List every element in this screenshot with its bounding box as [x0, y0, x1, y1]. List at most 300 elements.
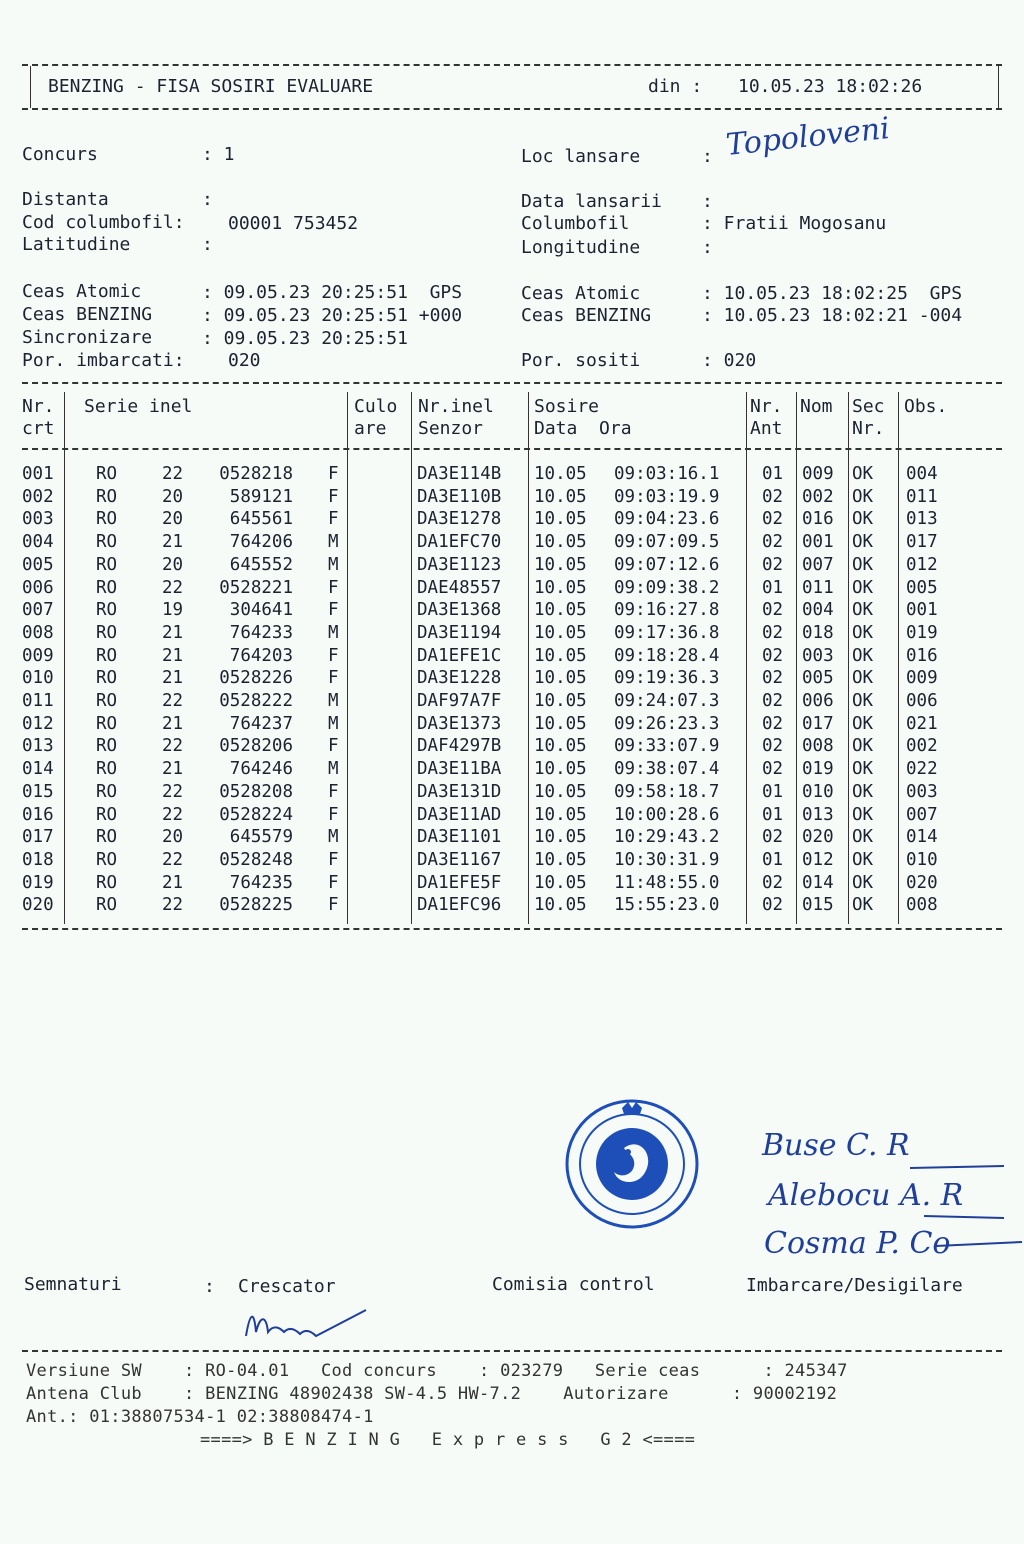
cell-nr: 010 — [22, 668, 54, 689]
table-row — [0, 668, 1024, 690]
cell-nr: 020 — [22, 895, 54, 916]
cell-nr: 012 — [22, 713, 54, 734]
cell-nom: 015 — [802, 895, 834, 916]
cell-inel: 645579 — [229, 827, 293, 848]
header-sosire: Sosire — [534, 396, 600, 417]
cell-inel: 589121 — [229, 486, 293, 507]
header-nr-inel: Nr.inel — [418, 396, 494, 417]
cell-sec: OK — [852, 554, 874, 575]
cell-tara: RO — [96, 781, 118, 802]
cell-nr: 014 — [22, 759, 54, 780]
cell-ant: 02 — [762, 895, 784, 916]
cell-ora: 09:03:19.9 — [614, 486, 720, 507]
header-data-ora: Data Ora — [534, 418, 632, 439]
cell-sec: OK — [852, 600, 874, 621]
cell-inel: 304641 — [229, 600, 293, 621]
cell-ant: 02 — [762, 713, 784, 734]
table-bottom-rule — [22, 928, 1002, 930]
handwritten-signature-1: Buse C. R — [762, 1128, 910, 1163]
loc-lansare-sep: : — [702, 146, 713, 167]
cell-tara: RO — [96, 509, 118, 530]
cell-ant: 02 — [762, 509, 784, 530]
table-row — [0, 623, 1024, 645]
porumbei-imbarcati-value: 020 — [228, 350, 261, 371]
crescator-label: Crescator — [238, 1276, 336, 1297]
ceas-benzing-start-value: : 09.05.23 20:25:51 +000 — [202, 305, 463, 326]
cell-nr: 018 — [22, 849, 54, 870]
table-row — [0, 805, 1024, 827]
table-row — [0, 714, 1024, 736]
cell-sec: OK — [852, 759, 874, 780]
cell-obs: 001 — [906, 600, 938, 621]
header-bottom-rule — [22, 108, 1002, 110]
cell-obs: 013 — [906, 509, 938, 530]
concurs-label: Concurs — [22, 144, 98, 165]
cell-nom: 010 — [802, 781, 834, 802]
table-row — [0, 555, 1024, 577]
cell-senzor: DA3E1373 — [417, 713, 502, 734]
table-row — [0, 578, 1024, 600]
cell-sex: M — [328, 827, 339, 848]
cell-inel: 0528206 — [219, 736, 293, 757]
footer-antena-line: Antena Club : BENZING 48902438 SW-4.5 HW-7.2 Autorizare : 90002192 — [26, 1384, 838, 1404]
cell-sec: OK — [852, 532, 874, 553]
cell-ant: 02 — [762, 736, 784, 757]
cell-nom: 007 — [802, 554, 834, 575]
cell-sec: OK — [852, 827, 874, 848]
cell-nom: 019 — [802, 759, 834, 780]
cell-an: 22 — [162, 849, 184, 870]
data-lansarii-value: : — [702, 191, 713, 212]
cell-nom: 005 — [802, 668, 834, 689]
cell-ora: 09:19:36.3 — [614, 668, 720, 689]
cell-nr: 016 — [22, 804, 54, 825]
cell-obs: 005 — [906, 577, 938, 598]
cell-senzor: DA1EFC96 — [417, 895, 502, 916]
cell-ant: 02 — [762, 554, 784, 575]
cell-tara: RO — [96, 645, 118, 666]
cell-nom: 013 — [802, 804, 834, 825]
semnaturi-sep: : — [204, 1276, 215, 1297]
cell-ora: 09:38:07.4 — [614, 759, 720, 780]
cell-senzor: DA3E1228 — [417, 668, 502, 689]
cell-senzor: DA3E1194 — [417, 622, 502, 643]
cell-an: 22 — [162, 577, 184, 598]
footer-top-rule — [22, 1350, 1002, 1352]
cell-inel: 0528218 — [219, 464, 293, 484]
cell-an: 22 — [162, 895, 184, 916]
cell-inel: 764203 — [229, 645, 293, 666]
table-row — [0, 850, 1024, 872]
cell-tara: RO — [96, 600, 118, 621]
print-date-label: din : — [648, 76, 703, 97]
cell-ora: 09:09:38.2 — [614, 577, 720, 598]
cell-sec: OK — [852, 577, 874, 598]
cell-sex: F — [328, 600, 339, 621]
longitudine-value: : — [702, 237, 713, 258]
crescator-signature-icon — [236, 1302, 376, 1350]
cell-nom: 011 — [802, 577, 834, 598]
cell-sex: F — [328, 668, 339, 689]
latitudine-value: : — [202, 234, 213, 255]
cell-obs: 019 — [906, 622, 938, 643]
cell-ant: 01 — [762, 781, 784, 802]
cell-inel: 0528221 — [219, 577, 293, 598]
cell-data: 10.05 — [534, 872, 587, 893]
header-senzor: Senzor — [418, 418, 484, 439]
cell-ant: 02 — [762, 759, 784, 780]
cell-senzor: DAE48557 — [417, 577, 502, 598]
cell-ora: 15:55:23.0 — [614, 895, 720, 916]
header-right-border — [998, 66, 999, 108]
cell-nom: 014 — [802, 872, 834, 893]
cell-senzor: DAF4297B — [417, 736, 502, 757]
table-header-bottom-rule — [22, 448, 1002, 450]
cell-sex: F — [328, 645, 339, 666]
header-nr-ant-1: Nr. — [750, 396, 783, 417]
ceas-benzing-start-label: Ceas BENZING — [22, 304, 153, 325]
cell-obs: 011 — [906, 486, 938, 507]
cell-ora: 09:26:23.3 — [614, 713, 720, 734]
table-row — [0, 827, 1024, 849]
cell-senzor: DAF97A7F — [417, 691, 502, 711]
cell-nr: 001 — [22, 464, 54, 484]
cell-obs: 020 — [906, 872, 938, 893]
cell-an: 20 — [162, 486, 184, 507]
comisia-control-label: Comisia control — [492, 1274, 655, 1295]
cell-sec: OK — [852, 622, 874, 643]
cell-sec: OK — [852, 668, 874, 689]
porumbei-sositi-value: : 020 — [702, 350, 757, 371]
table-row — [0, 873, 1024, 895]
cell-an: 22 — [162, 691, 184, 711]
header-nr-ant-2: Ant — [750, 418, 783, 439]
cell-data: 10.05 — [534, 736, 587, 757]
cell-data: 10.05 — [534, 827, 587, 848]
cell-nr: 011 — [22, 691, 54, 711]
cell-inel: 0528248 — [219, 849, 293, 870]
cell-senzor: DA3E1278 — [417, 509, 502, 530]
cell-nom: 001 — [802, 532, 834, 553]
cell-sec: OK — [852, 895, 874, 916]
cell-data: 10.05 — [534, 691, 587, 711]
cell-obs: 022 — [906, 759, 938, 780]
cell-ora: 09:16:27.8 — [614, 600, 720, 621]
cell-nom: 020 — [802, 827, 834, 848]
cell-inel: 0528225 — [219, 895, 293, 916]
cell-ora: 09:04:23.6 — [614, 509, 720, 530]
cell-nom: 017 — [802, 713, 834, 734]
cell-data: 10.05 — [534, 486, 587, 507]
concurs-value: : 1 — [202, 144, 235, 165]
latitudine-label: Latitudine — [22, 234, 131, 255]
cell-sex: F — [328, 486, 339, 507]
cell-nr: 017 — [22, 827, 54, 848]
handwritten-signature-3: Cosma P. Co — [764, 1226, 951, 1261]
semnaturi-label: Semnaturi — [24, 1274, 122, 1295]
cell-ant: 01 — [762, 577, 784, 598]
cell-obs: 010 — [906, 849, 938, 870]
cell-inel: 645561 — [229, 509, 293, 530]
cell-an: 22 — [162, 464, 184, 484]
cell-ant: 02 — [762, 532, 784, 553]
cell-obs: 021 — [906, 713, 938, 734]
header-nom: Nom — [800, 396, 833, 417]
cell-ora: 09:07:12.6 — [614, 554, 720, 575]
cell-ant: 01 — [762, 804, 784, 825]
cell-ora: 11:48:55.0 — [614, 872, 720, 893]
cell-data: 10.05 — [534, 532, 587, 553]
cell-nom: 008 — [802, 736, 834, 757]
table-row — [0, 646, 1024, 668]
header-culoare-1: Culo — [354, 396, 398, 417]
cell-tara: RO — [96, 622, 118, 643]
table-top-rule — [22, 382, 1002, 384]
data-lansarii-label: Data lansarii — [521, 191, 662, 212]
cell-ora: 09:33:07.9 — [614, 736, 720, 757]
round-club-stamp-icon — [562, 1096, 702, 1232]
cell-an: 20 — [162, 554, 184, 575]
columbofil-label: Columbofil — [521, 213, 630, 234]
cell-ant: 01 — [762, 464, 784, 484]
cell-inel: 0528226 — [219, 668, 293, 689]
cell-obs: 007 — [906, 804, 938, 825]
cell-ant: 02 — [762, 486, 784, 507]
cell-sec: OK — [852, 736, 874, 757]
cell-tara: RO — [96, 464, 118, 484]
cell-nom: 012 — [802, 849, 834, 870]
cell-nr: 006 — [22, 577, 54, 598]
cell-ant: 02 — [762, 600, 784, 621]
cell-obs: 016 — [906, 645, 938, 666]
handwritten-signature-2: Alebocu A. R — [768, 1178, 964, 1213]
table-row — [0, 509, 1024, 531]
sincronizare-value: : 09.05.23 20:25:51 — [202, 328, 408, 349]
document-title: BENZING - FISA SOSIRI EVALUARE — [48, 76, 374, 97]
cell-senzor: DA3E1368 — [417, 600, 502, 621]
ceas-benzing-end-value: : 10.05.23 18:02:21 -004 — [702, 305, 963, 326]
cell-nom: 002 — [802, 486, 834, 507]
cell-inel: 764206 — [229, 532, 293, 553]
cell-sec: OK — [852, 645, 874, 666]
ceas-atomic-end-label: Ceas Atomic — [521, 283, 641, 304]
cell-tara: RO — [96, 895, 118, 916]
ceas-atomic-start-value: : 09.05.23 20:25:51 GPS — [202, 282, 463, 303]
cell-tara: RO — [96, 713, 118, 734]
cell-senzor: DA1EFE1C — [417, 645, 502, 666]
cell-sex: F — [328, 849, 339, 870]
cell-an: 21 — [162, 759, 184, 780]
table-row — [0, 782, 1024, 804]
header-left-border — [30, 66, 31, 108]
signature-underline-strokes — [900, 1160, 1024, 1260]
cell-tara: RO — [96, 872, 118, 893]
cell-an: 21 — [162, 872, 184, 893]
cell-an: 21 — [162, 532, 184, 553]
cell-tara: RO — [96, 668, 118, 689]
print-date-value: 10.05.23 18:02:26 — [738, 76, 923, 97]
cell-data: 10.05 — [534, 759, 587, 780]
cell-sex: F — [328, 509, 339, 530]
table-row — [0, 736, 1024, 758]
cell-sec: OK — [852, 691, 874, 711]
header-serie-inel: Serie inel — [84, 396, 193, 417]
cell-ant: 02 — [762, 872, 784, 893]
cell-sec: OK — [852, 464, 874, 484]
cell-sex: F — [328, 464, 339, 484]
cell-sex: F — [328, 804, 339, 825]
cell-data: 10.05 — [534, 804, 587, 825]
sincronizare-label: Sincronizare — [22, 327, 153, 348]
table-row — [0, 487, 1024, 509]
imbarcare-desigilare-label: Imbarcare/Desigilare — [746, 1275, 963, 1296]
cell-tara: RO — [96, 759, 118, 780]
cell-ora: 10:30:31.9 — [614, 849, 720, 870]
cell-ora: 09:07:09.5 — [614, 532, 720, 553]
cell-inel: 764237 — [229, 713, 293, 734]
distanta-value: : — [202, 189, 213, 210]
cell-nr: 008 — [22, 622, 54, 643]
cell-sec: OK — [852, 849, 874, 870]
cell-inel: 764246 — [229, 759, 293, 780]
distanta-label: Distanta — [22, 189, 109, 210]
cod-columbofil-value: 00001 753452 — [228, 213, 359, 234]
table-row — [0, 691, 1024, 713]
cell-sex: M — [328, 622, 339, 643]
cell-data: 10.05 — [534, 713, 587, 734]
cell-inel: 0528222 — [219, 691, 293, 711]
cell-an: 22 — [162, 781, 184, 802]
cell-obs: 002 — [906, 736, 938, 757]
cell-an: 21 — [162, 668, 184, 689]
cell-ant: 02 — [762, 668, 784, 689]
cell-sex: M — [328, 532, 339, 553]
cell-tara: RO — [96, 691, 118, 711]
footer-versiune-line: Versiune SW : RO-04.01 Cod concurs : 023279 Serie ceas : 245347 — [26, 1361, 848, 1381]
cell-ant: 02 — [762, 691, 784, 711]
cell-data: 10.05 — [534, 849, 587, 870]
cell-ora: 09:17:36.8 — [614, 622, 720, 643]
cell-data: 10.05 — [534, 645, 587, 666]
cell-tara: RO — [96, 804, 118, 825]
header-culoare-2: are — [354, 418, 387, 439]
cell-sex: F — [328, 872, 339, 893]
cell-tara: RO — [96, 554, 118, 575]
cell-obs: 009 — [906, 668, 938, 689]
footer-brand-line: ====> B E N Z I N G E x p r e s s G 2 <==== — [200, 1430, 696, 1450]
cell-senzor: DA3E131D — [417, 781, 502, 802]
cell-nom: 009 — [802, 464, 834, 484]
ceas-atomic-end-value: : 10.05.23 18:02:25 GPS — [702, 283, 963, 304]
cell-ant: 02 — [762, 827, 784, 848]
header-sec-1: Sec — [852, 396, 885, 417]
cell-sex: M — [328, 713, 339, 734]
table-row — [0, 600, 1024, 622]
table-row — [0, 895, 1024, 917]
cell-nr: 002 — [22, 486, 54, 507]
cell-an: 20 — [162, 509, 184, 530]
cell-sex: M — [328, 759, 339, 780]
cell-data: 10.05 — [534, 781, 587, 802]
cell-sec: OK — [852, 713, 874, 734]
cell-sex: F — [328, 736, 339, 757]
cell-inel: 0528224 — [219, 804, 293, 825]
columbofil-value: : Fratii Mogosanu — [702, 213, 887, 234]
cell-sec: OK — [852, 509, 874, 530]
ceas-benzing-end-label: Ceas BENZING — [521, 305, 652, 326]
cell-senzor: DA3E11BA — [417, 759, 502, 780]
cell-ant: 01 — [762, 849, 784, 870]
cell-data: 10.05 — [534, 577, 587, 598]
cell-inel: 764233 — [229, 622, 293, 643]
cell-sex: M — [328, 554, 339, 575]
cell-nom: 018 — [802, 622, 834, 643]
cell-sec: OK — [852, 872, 874, 893]
ceas-atomic-start-label: Ceas Atomic — [22, 281, 142, 302]
cell-data: 10.05 — [534, 622, 587, 643]
cell-an: 21 — [162, 645, 184, 666]
longitudine-label: Longitudine — [521, 237, 641, 258]
cell-senzor: DA1EFC70 — [417, 532, 502, 553]
cell-obs: 008 — [906, 895, 938, 916]
cell-nr: 019 — [22, 872, 54, 893]
cell-sec: OK — [852, 804, 874, 825]
cell-nr: 015 — [22, 781, 54, 802]
cell-data: 10.05 — [534, 895, 587, 916]
cell-data: 10.05 — [534, 668, 587, 689]
cell-nr: 013 — [22, 736, 54, 757]
header-top-rule — [22, 64, 1002, 66]
cell-ora: 10:00:28.6 — [614, 804, 720, 825]
cell-nr: 005 — [22, 554, 54, 575]
cell-senzor: DA3E110B — [417, 486, 502, 507]
cell-data: 10.05 — [534, 554, 587, 575]
cell-sex: M — [328, 691, 339, 711]
cell-senzor: DA3E11AD — [417, 804, 502, 825]
cell-an: 21 — [162, 622, 184, 643]
cell-nom: 003 — [802, 645, 834, 666]
cell-sec: OK — [852, 486, 874, 507]
header-crt: crt — [22, 418, 55, 439]
cell-data: 10.05 — [534, 509, 587, 530]
cell-sex: F — [328, 781, 339, 802]
cell-senzor: DA3E1167 — [417, 849, 502, 870]
cell-tara: RO — [96, 736, 118, 757]
header-sec-2: Nr. — [852, 418, 885, 439]
cell-sex: F — [328, 895, 339, 916]
table-row — [0, 532, 1024, 554]
cell-senzor: DA3E1123 — [417, 554, 502, 575]
cell-data: 10.05 — [534, 464, 587, 484]
cell-nom: 006 — [802, 691, 834, 711]
loc-lansare-handwritten: Topoloveni — [724, 111, 892, 163]
cell-ora: 09:24:07.3 — [614, 691, 720, 711]
cell-obs: 003 — [906, 781, 938, 802]
cell-obs: 004 — [906, 464, 938, 484]
cell-obs: 014 — [906, 827, 938, 848]
cell-ant: 02 — [762, 645, 784, 666]
cell-ora: 09:58:18.7 — [614, 781, 720, 802]
cell-nom: 016 — [802, 509, 834, 530]
cell-an: 20 — [162, 827, 184, 848]
porumbei-sositi-label: Por. sositi — [521, 350, 641, 371]
cell-ora: 09:18:28.4 — [614, 645, 720, 666]
cell-tara: RO — [96, 577, 118, 598]
cell-tara: RO — [96, 849, 118, 870]
cod-columbofil-label: Cod columbofil: — [22, 212, 185, 233]
cell-obs: 006 — [906, 691, 938, 711]
cell-nr: 004 — [22, 532, 54, 553]
